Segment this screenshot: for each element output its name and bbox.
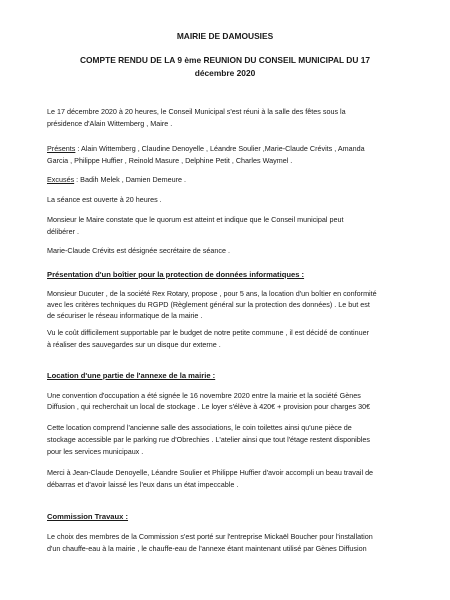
presents-line1 [47, 143, 407, 154]
quorum-line2: délibérer . [47, 227, 79, 236]
quorum-line1: Monsieur le Maire constate que le quorum est atteint et indique que le Conseil municipal peut [47, 215, 344, 224]
secretary-line: Marie-Claude Crévits est désignée secrétaire de séance . [47, 246, 230, 255]
opening-line: La séance est ouverte à 20 heures . [47, 195, 162, 204]
excuses-label: Excusés [47, 175, 75, 184]
section1-p1-line2: avec les critères techniques du RGPD (Règlement général sur la protection des données) . Le but est [47, 300, 370, 309]
section2-p2-line3: pour les services municipaux . [47, 447, 144, 456]
presents-label: Présents [47, 144, 76, 153]
section2-p2-line2: stockage accessible par le parking rue d'Obrechies . L'atelier ainsi que tout l'étage restent disponibles [47, 435, 370, 444]
intro-line2: présidence d'Alain Wittemberg , Maire . [47, 119, 173, 128]
section-heading-annex-rental: Location d'une partie de l'annexe de la mairie : [47, 371, 216, 380]
section3-p1-line2: d'un chauffe-eau à la mairie , le chauffe-eau de l'annexe étant maintenant utilisé par Gènes Diffusion [47, 544, 367, 553]
section1-p1-line3: de sécuriser le réseau informatique de la mairie . [47, 311, 203, 320]
section2-p2-line1: Cette location comprend l'ancienne salle des associations, le coin toilettes ainsi qu'une pièce de [47, 423, 352, 432]
presents-line2: Garcia , Philippe Huffier , Reinold Masure , Delphine Petit , Charles Waymel . [47, 156, 293, 165]
section-heading-works-commission: Commission Travaux : [47, 512, 129, 521]
section-heading-data-protection: Présentation d'un boîtier pour la protection de données informatiques : [47, 270, 305, 279]
excuses-names: : Badih Melek , Damien Demeure . [74, 175, 187, 184]
presents-names-1: : Alain Wittemberg , Claudine Denoyelle , Léandre Soulier ,Marie-Claude Crévits , Amanda [75, 144, 365, 153]
section2-p1-line1: Une convention d'occupation a été signée le 16 novembre 2020 entre la mairie et la société Gènes [47, 391, 361, 400]
section2-p3-line1: Merci à Jean-Claude Denoyelle, Léandre Soulier et Philippe Huffier d'avoir accompli un beau travail de [47, 468, 374, 477]
excuses-line [47, 174, 407, 185]
section2-p3-line2: débarras et d'avoir laissé les l'eux dans un état impeccable . [47, 480, 239, 489]
report-title-line1: COMPTE RENDU DE LA 9 ème REUNION DU CONSEIL MUNICIPAL DU 17 [79, 55, 371, 65]
section1-p2-line2: à réaliser des sauvegardes sur un disque dur externe . [47, 340, 221, 349]
section1-p1-line1: Monsieur Ducuter , de la société Rex Rotary, propose , pour 5 ans, la location d'un boîtier en conformité [47, 289, 377, 298]
section3-p1-line1: Le choix des membres de la Commission s'est porté sur l'entreprise Mickaël Boucher pour l'installation [47, 532, 373, 541]
municipality-title: MAIRIE DE DAMOUSIES [176, 31, 274, 41]
section1-p2-line1: Vu le coût difficilement supportable par le budget de notre petite commune , il est décidé de continuer [47, 328, 370, 337]
intro-line1: Le 17 décembre 2020 à 20 heures, le Conseil Municipal s'est réuni à la salle des fêtes sous la [47, 107, 346, 116]
report-title-line2: décembre 2020 [194, 68, 256, 78]
section2-p1-line2: Diffusion , qui recherchait un local de stockage . Le loyer s'élève à 420€ + provision pour charges 30€ [47, 402, 371, 411]
